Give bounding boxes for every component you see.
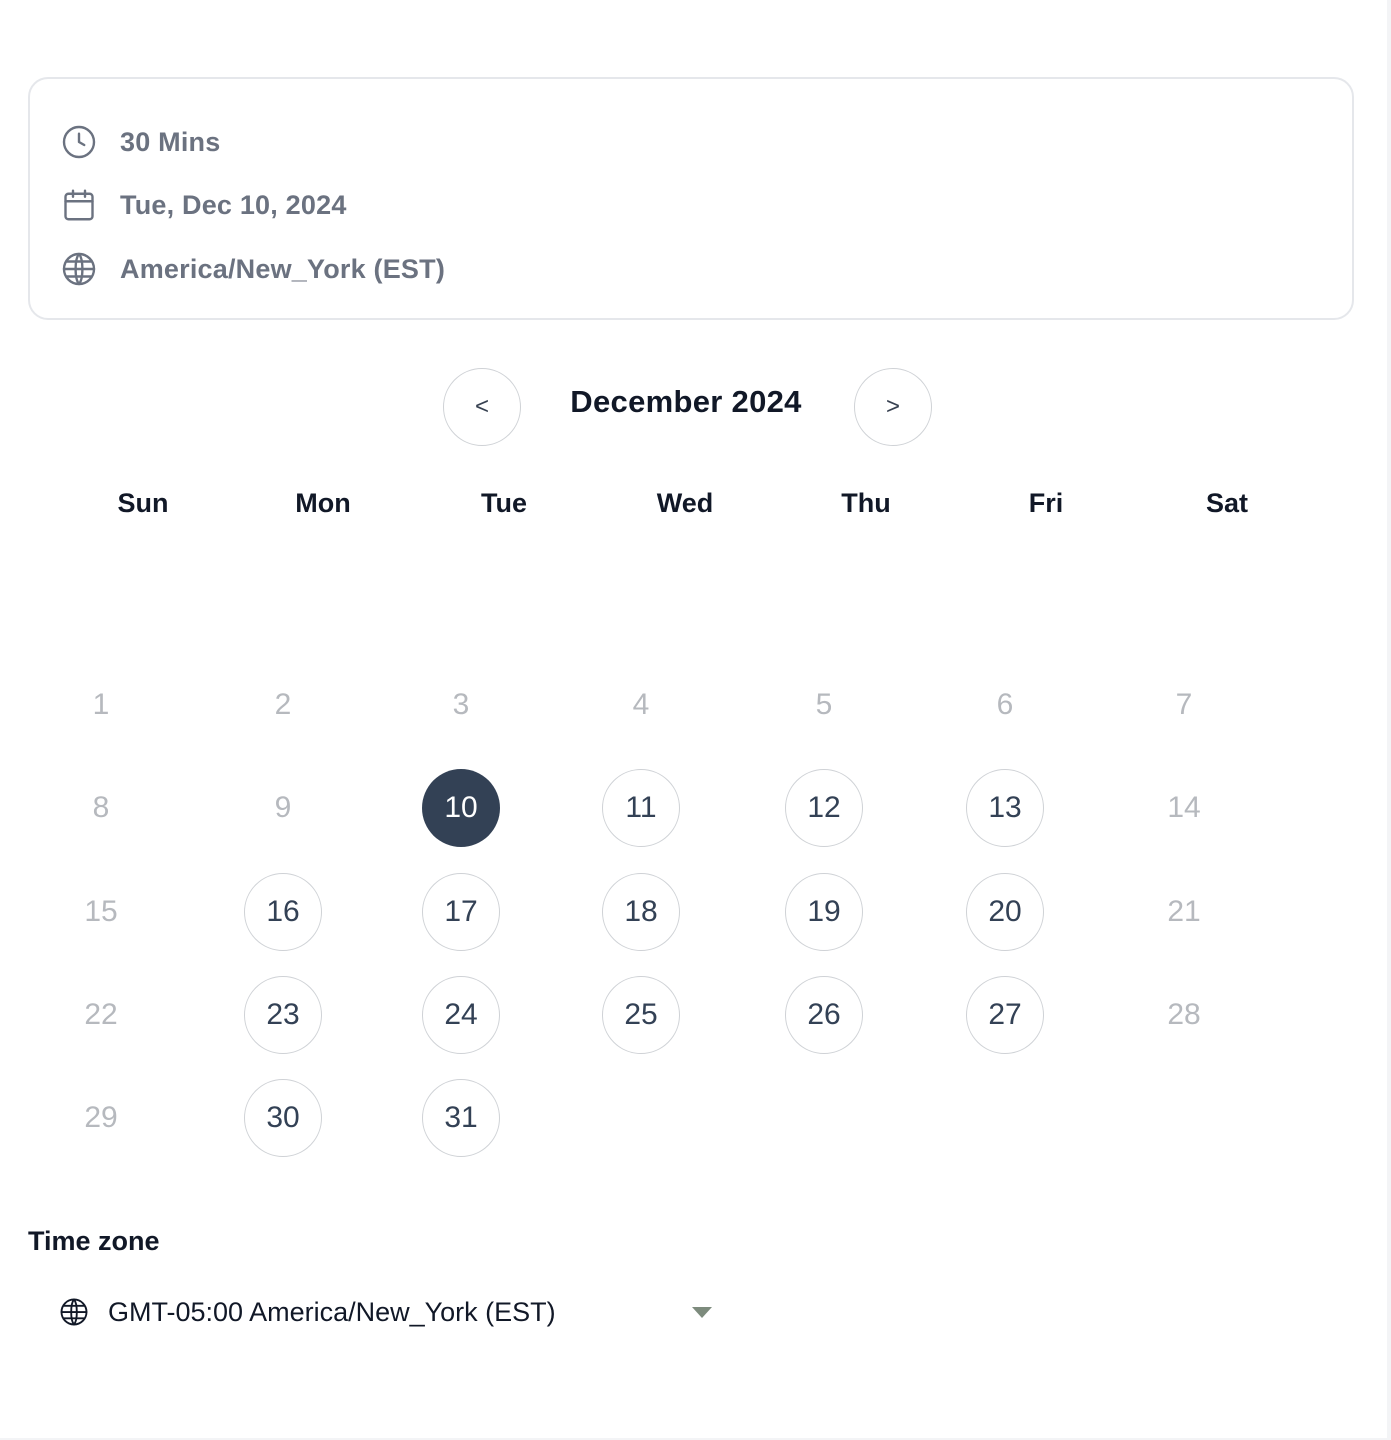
day-14: 14 xyxy=(1167,791,1201,824)
caret-down-icon[interactable] xyxy=(692,1307,712,1318)
timezone-text: America/New_York (EST) xyxy=(120,253,446,284)
day-3: 3 xyxy=(452,688,470,721)
day-19[interactable]: 19 xyxy=(785,873,863,951)
day-4: 4 xyxy=(632,688,650,721)
day-17[interactable]: 17 xyxy=(422,873,500,951)
day-20[interactable]: 20 xyxy=(966,873,1044,951)
day-25[interactable]: 25 xyxy=(602,976,680,1054)
day-30[interactable]: 30 xyxy=(244,1079,322,1157)
day-26[interactable]: 26 xyxy=(785,976,863,1054)
day-2: 2 xyxy=(274,688,292,721)
date-text: Tue, Dec 10, 2024 xyxy=(120,189,347,220)
day-18[interactable]: 18 xyxy=(602,873,680,951)
month-title: December 2024 xyxy=(570,384,802,419)
day-28: 28 xyxy=(1167,998,1201,1031)
timezone-select-value: GMT-05:00 America/New_York (EST) xyxy=(108,1296,556,1327)
date-row xyxy=(60,185,347,225)
clock-icon xyxy=(60,123,98,161)
weekday-tue: Tue xyxy=(481,488,527,518)
weekday-fri: Fri xyxy=(1028,488,1064,518)
timezone-row xyxy=(60,249,445,289)
day-16[interactable]: 16 xyxy=(244,873,322,951)
globe-icon xyxy=(60,250,98,288)
day-21: 21 xyxy=(1167,895,1201,928)
day-7: 7 xyxy=(1175,688,1193,721)
calendar-icon xyxy=(60,186,98,224)
day-6: 6 xyxy=(996,688,1014,721)
day-13[interactable]: 13 xyxy=(966,769,1044,847)
day-8: 8 xyxy=(92,791,110,824)
weekday-sun: Sun xyxy=(117,488,169,518)
day-27[interactable]: 27 xyxy=(966,976,1044,1054)
day-10[interactable]: 10 xyxy=(422,769,500,847)
weekday-sat: Sat xyxy=(1205,488,1249,518)
duration-row xyxy=(60,122,220,162)
day-31[interactable]: 31 xyxy=(422,1079,500,1157)
timezone-label: Time zone xyxy=(28,1226,160,1256)
weekday-mon: Mon xyxy=(295,488,351,518)
day-1: 1 xyxy=(92,688,110,721)
weekday-wed: Wed xyxy=(656,488,714,518)
timezone-select[interactable] xyxy=(58,1290,728,1334)
day-24[interactable]: 24 xyxy=(422,976,500,1054)
scrollbar-track xyxy=(1387,0,1391,1440)
day-11[interactable]: 11 xyxy=(602,769,680,847)
duration-text: 30 Mins xyxy=(120,126,221,157)
booking-summary-card xyxy=(28,77,1354,320)
day-9: 9 xyxy=(274,791,292,824)
day-23[interactable]: 23 xyxy=(244,976,322,1054)
day-12[interactable]: 12 xyxy=(785,769,863,847)
day-15: 15 xyxy=(84,895,118,928)
weekday-thu: Thu xyxy=(841,488,891,518)
day-22: 22 xyxy=(84,998,118,1031)
day-5: 5 xyxy=(815,688,833,721)
next-month-button[interactable]: > xyxy=(854,368,932,446)
previous-month-button[interactable]: < xyxy=(443,368,521,446)
day-29: 29 xyxy=(84,1101,118,1134)
globe-icon xyxy=(58,1296,90,1328)
